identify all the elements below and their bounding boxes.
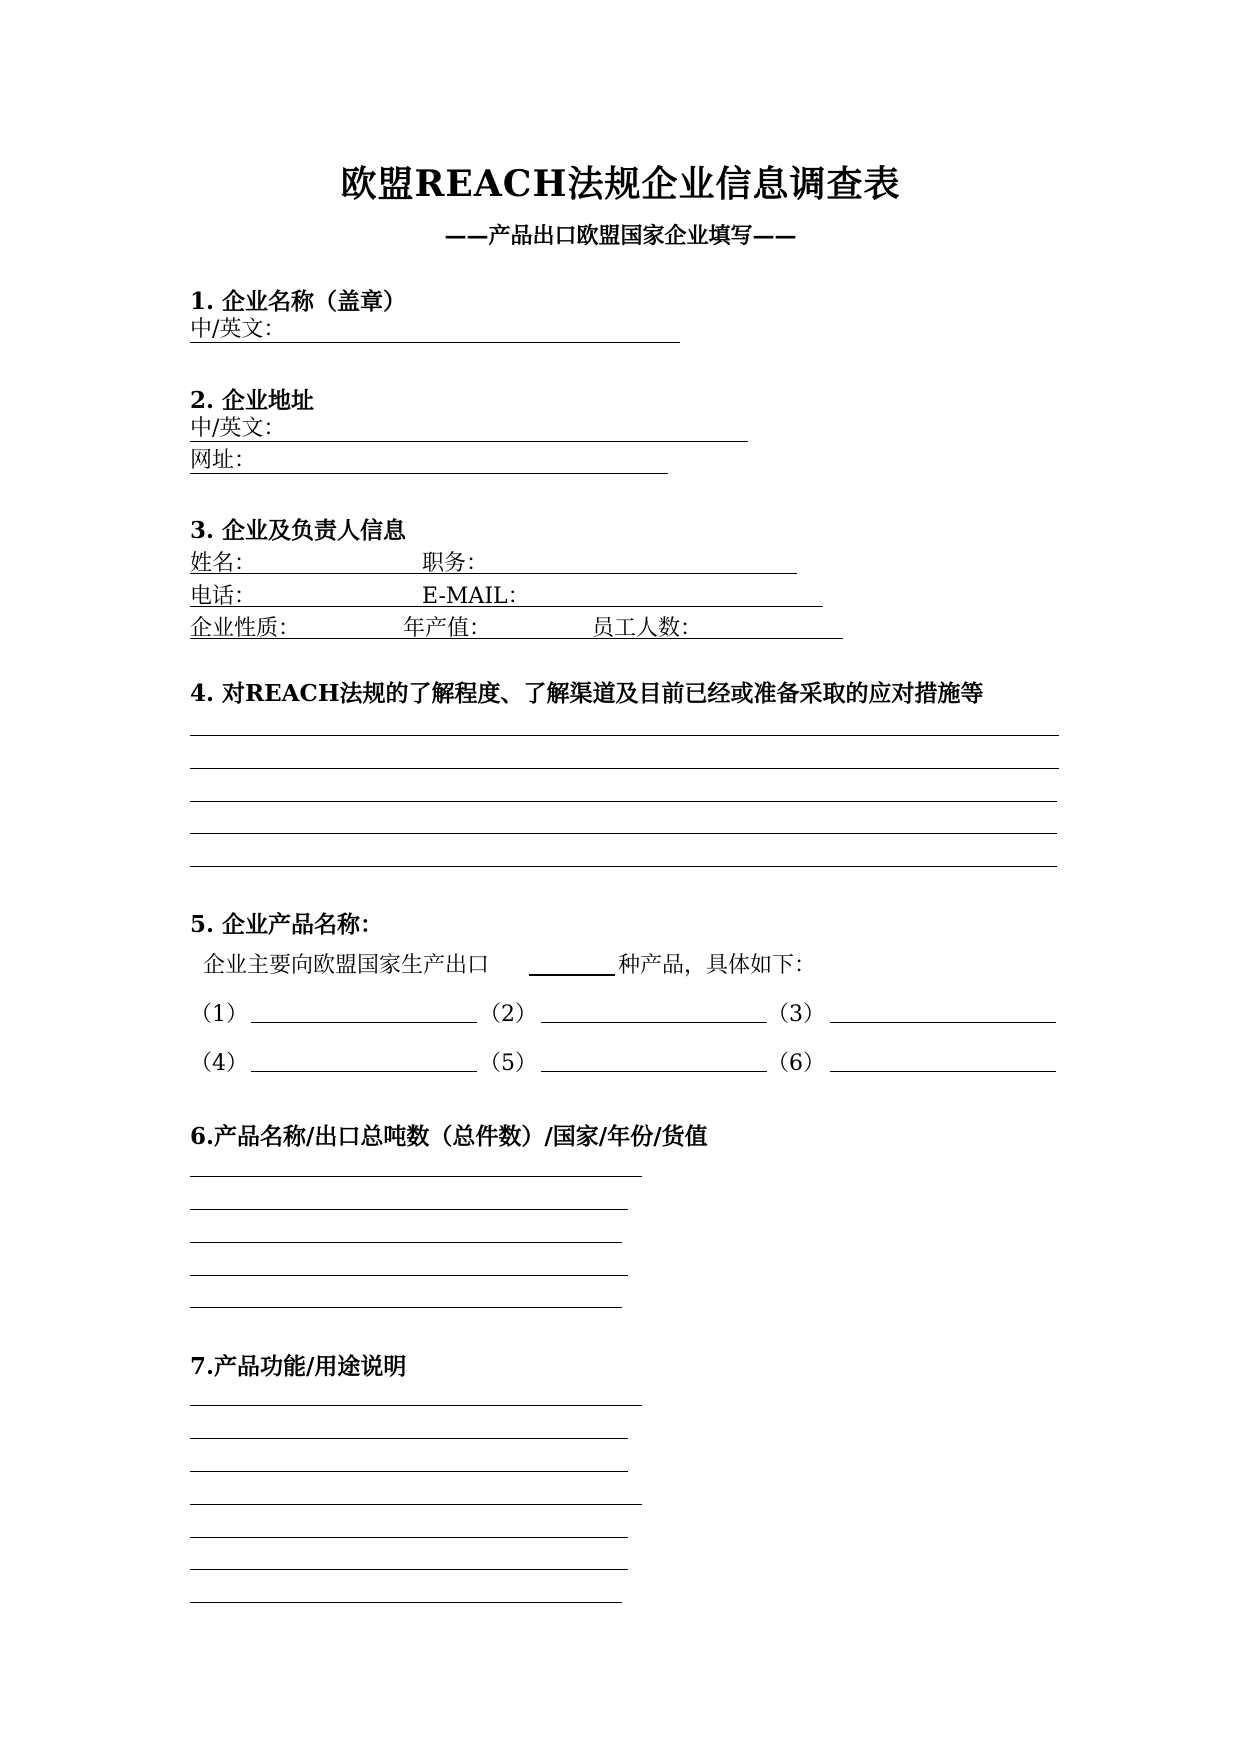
reach-answer-line[interactable]	[190, 866, 1057, 867]
export-info-line[interactable]	[190, 1275, 628, 1276]
phone-email-field[interactable]	[190, 606, 823, 607]
product-name-field[interactable]	[251, 1022, 477, 1023]
section-6-heading: 6.产品名称/出口总吨数（总件数）/国家/年份/货值	[190, 1123, 708, 1150]
product-name-field[interactable]	[251, 1071, 477, 1072]
person-title-label: 职务：	[422, 551, 489, 576]
staff-count-label: 员工人数：	[592, 616, 703, 641]
section-7-heading: 7.产品功能/用途说明	[190, 1353, 407, 1380]
product-use-line[interactable]	[190, 1504, 642, 1505]
company-name-label: 中/英文：	[190, 317, 286, 342]
product-name-field[interactable]	[830, 1022, 1056, 1023]
product-use-line[interactable]	[190, 1471, 628, 1472]
product-use-line[interactable]	[190, 1405, 642, 1406]
product-item-label: （3）	[767, 1002, 825, 1027]
product-use-line[interactable]	[190, 1569, 628, 1570]
reach-answer-line[interactable]	[190, 768, 1059, 769]
reach-answer-line[interactable]	[190, 735, 1059, 736]
document-title: 欧盟REACH法规企业信息调查表	[340, 163, 901, 205]
section-2-heading: 2. 企业地址	[190, 387, 315, 414]
person-name-label: 姓名：	[190, 551, 257, 576]
product-item-label: （6）	[767, 1051, 825, 1076]
section-3-heading: 3. 企业及负责人信息	[190, 517, 407, 544]
product-item-label: （1）	[190, 1002, 248, 1027]
phone-label: 电话：	[190, 584, 257, 609]
product-use-line[interactable]	[190, 1537, 628, 1538]
export-info-line[interactable]	[190, 1209, 628, 1210]
product-item-label: （2）	[479, 1002, 537, 1027]
company-nature-label: 企业性质：	[190, 616, 301, 641]
product-count-field[interactable]	[529, 974, 615, 976]
company-address-field[interactable]	[190, 441, 748, 442]
product-name-field[interactable]	[541, 1071, 767, 1072]
reach-answer-line[interactable]	[190, 801, 1057, 802]
company-address-label: 中/英文：	[190, 416, 286, 441]
product-use-line[interactable]	[190, 1438, 628, 1439]
company-name-field[interactable]	[190, 342, 680, 343]
product-use-line[interactable]	[190, 1602, 622, 1603]
product-count-intro: 企业主要向欧盟国家生产出口	[203, 953, 490, 978]
section-1-heading: 1. 企业名称（盖章）	[190, 288, 407, 315]
product-count-suffix: 种产品，具体如下：	[618, 953, 817, 978]
annual-output-label: 年产值：	[403, 616, 492, 641]
product-item-label: （4）	[190, 1051, 248, 1076]
export-info-line[interactable]	[190, 1176, 642, 1177]
reach-answer-line[interactable]	[190, 833, 1057, 834]
name-title-field[interactable]	[190, 573, 797, 574]
export-info-line[interactable]	[190, 1242, 622, 1243]
product-name-field[interactable]	[541, 1022, 767, 1023]
website-label: 网址：	[190, 448, 257, 473]
product-item-label: （5）	[479, 1051, 537, 1076]
website-field[interactable]	[190, 473, 668, 474]
section-4-heading: 4. 对REACH法规的了解程度、了解渠道及目前已经或准备采取的应对措施等	[190, 680, 984, 707]
document-subtitle: ——产品出口欧盟国家企业填写——	[444, 223, 797, 249]
email-label: E-MAIL：	[422, 584, 530, 609]
product-name-field[interactable]	[830, 1071, 1056, 1072]
section-5-heading: 5. 企业产品名称：	[190, 911, 384, 938]
nature-output-staff-field[interactable]	[190, 638, 843, 639]
export-info-line[interactable]	[190, 1307, 622, 1308]
